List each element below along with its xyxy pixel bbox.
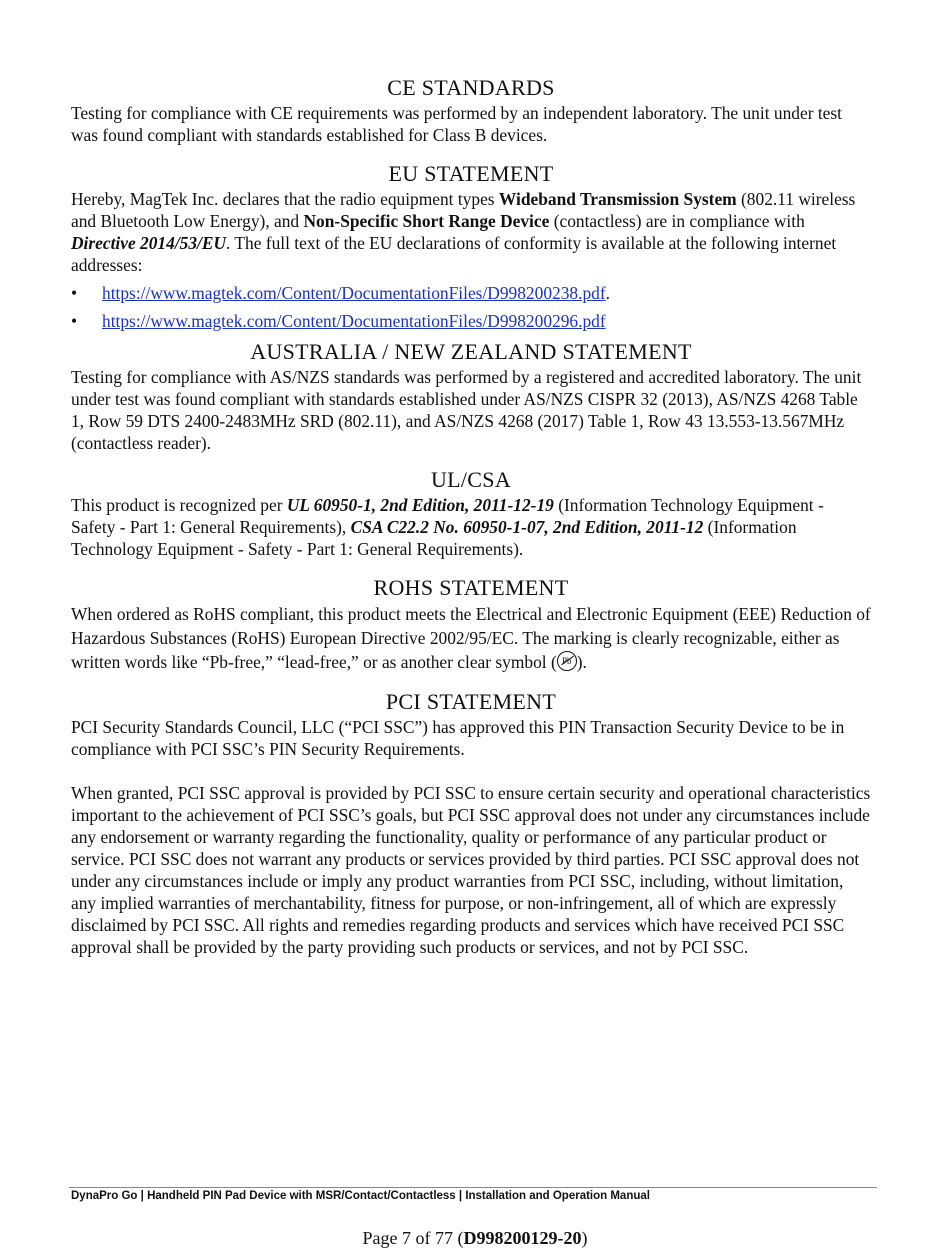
ul-text-2: (Information Technology Equipment - Safety - Part 1: General Requirements), — [71, 495, 824, 537]
csa-standard: CSA C22.2 No. 60950-1-07, 2nd Edition, 2011-12 — [350, 517, 704, 537]
rohs-text-end: ). — [576, 652, 587, 672]
ce-text: Testing for compliance with CE requirements was performed by an independent laboratory. The unit under test was found compliant with standards established for Class B devices. — [71, 103, 842, 145]
rohs-section — [71, 574, 871, 674]
ul-text — [71, 494, 871, 560]
pci-text-2: When granted, PCI SSC approval is provided by PCI SSC to ensure certain security and operational characteristics important to the achievement of PCI SSC’s goals, but PCI SSC approval does not under any circumstances include any endorsement or warranty regarding the functionality, quality or performance of any particular product or service. PCI SSC does not warrant any products or services provided by third parties. PCI SSC approval does not under any circumstances include or imply any product warranties from PCI SSC, including, without limitation, any implied warranties of merchantability, fitness for purpose, or non-infringement, all of which are expressly disclaimed by PCI SSC. All rights and remedies regarding products and services which have received PCI SSC approval shall be provided by the party providing such products or services, and not by PCI SSC. — [71, 783, 871, 957]
bullet-icon: • — [71, 283, 78, 303]
link-suffix: . — [605, 283, 610, 303]
ce-section — [71, 74, 871, 146]
bullet-icon: • — [71, 311, 78, 331]
eu-text-2: (802.11 wireless and Bluetooth Low Energy), and — [71, 189, 856, 231]
eu-text-4: . The full text of the EU declarations of conformity is available at the following internet addresses: — [71, 233, 837, 275]
eu-link-1[interactable]: https://www.magtek.com/Content/DocumentationFiles/D998200238.pdf — [102, 283, 606, 303]
pci-section — [71, 688, 871, 958]
rohs-text — [71, 602, 871, 674]
footer-divider — [69, 1187, 877, 1188]
eu-text — [71, 188, 871, 276]
ul-standard: UL 60950-1, 2nd Edition, 2011-12-19 — [286, 495, 554, 515]
rohs-text-main: When ordered as RoHS compliant, this product meets the Electrical and Electronic Equipment (EEE) Reduction of Hazardous Substances (RoHS) European Directive 2002/95/EC. The marking is clearly recognizable, either as written words like “Pb-free,” “lead-free,” or as another clear symbol ( — [71, 604, 871, 672]
pci-text-1: PCI Security Standards Council, LLC (“PCI SSC”) has approved this PIN Transaction Security Device to be in compliance with PCI SSC’s PIN Security Requirements. — [71, 717, 845, 759]
ce-heading: CE STANDARDS — [387, 75, 555, 100]
rohs-heading: ROHS STATEMENT — [373, 575, 569, 600]
eu-heading: EU STATEMENT — [388, 161, 554, 186]
pci-heading: PCI STATEMENT — [385, 689, 557, 714]
anz-heading: AUSTRALIA / NEW ZEALAND STATEMENT — [250, 339, 692, 364]
eu-srd: Non-Specific Short Range Device — [303, 211, 550, 231]
document-body — [71, 74, 871, 964]
list-item — [71, 310, 871, 332]
list-item — [71, 282, 871, 304]
eu-link-2[interactable]: https://www.magtek.com/Content/DocumentationFiles/D998200296.pdf — [102, 311, 606, 331]
ul-heading: UL/CSA — [430, 467, 512, 492]
ul-text-3: (Information Technology Equipment - Safety - Part 1: General Requirements). — [71, 517, 797, 559]
doc-id: D998200129-20 — [463, 1228, 582, 1248]
eu-wideband: Wideband Transmission System — [498, 189, 737, 209]
page-label: Page 7 of 77 ( — [362, 1228, 464, 1248]
footer-title: DynaPro Go | Handheld PIN Pad Device with MSR/Contact/Contactless | Installation and Operation Manual — [71, 1190, 650, 1202]
eu-text-3: (contactless) are in compliance with — [549, 211, 805, 231]
anz-text: Testing for compliance with AS/NZS standards was performed by a registered and accredited laboratory. The unit under test was found compliant with standards established under AS/NZS CISPR 32 (2013), AS/NZS 4268 Table 1, Row 59 DTS 2400-2483MHz SRD (802.11), and AS/NZS 4268 (2017) Table 1, Row 43 13.553-13.567MHz (contactless reader). — [71, 367, 862, 453]
pb-free-icon: Pb — [557, 651, 577, 671]
page-label-end: ) — [581, 1228, 588, 1248]
ul-text-1: This product is recognized per — [71, 495, 287, 515]
eu-text-1: Hereby, MagTek Inc. declares that the radio equipment types — [71, 189, 499, 209]
ul-section — [71, 466, 871, 560]
anz-section — [71, 338, 871, 454]
eu-links-list — [71, 282, 871, 332]
eu-section — [71, 160, 871, 332]
page-number — [0, 1228, 950, 1249]
eu-directive: Directive 2014/53/EU — [71, 233, 227, 253]
